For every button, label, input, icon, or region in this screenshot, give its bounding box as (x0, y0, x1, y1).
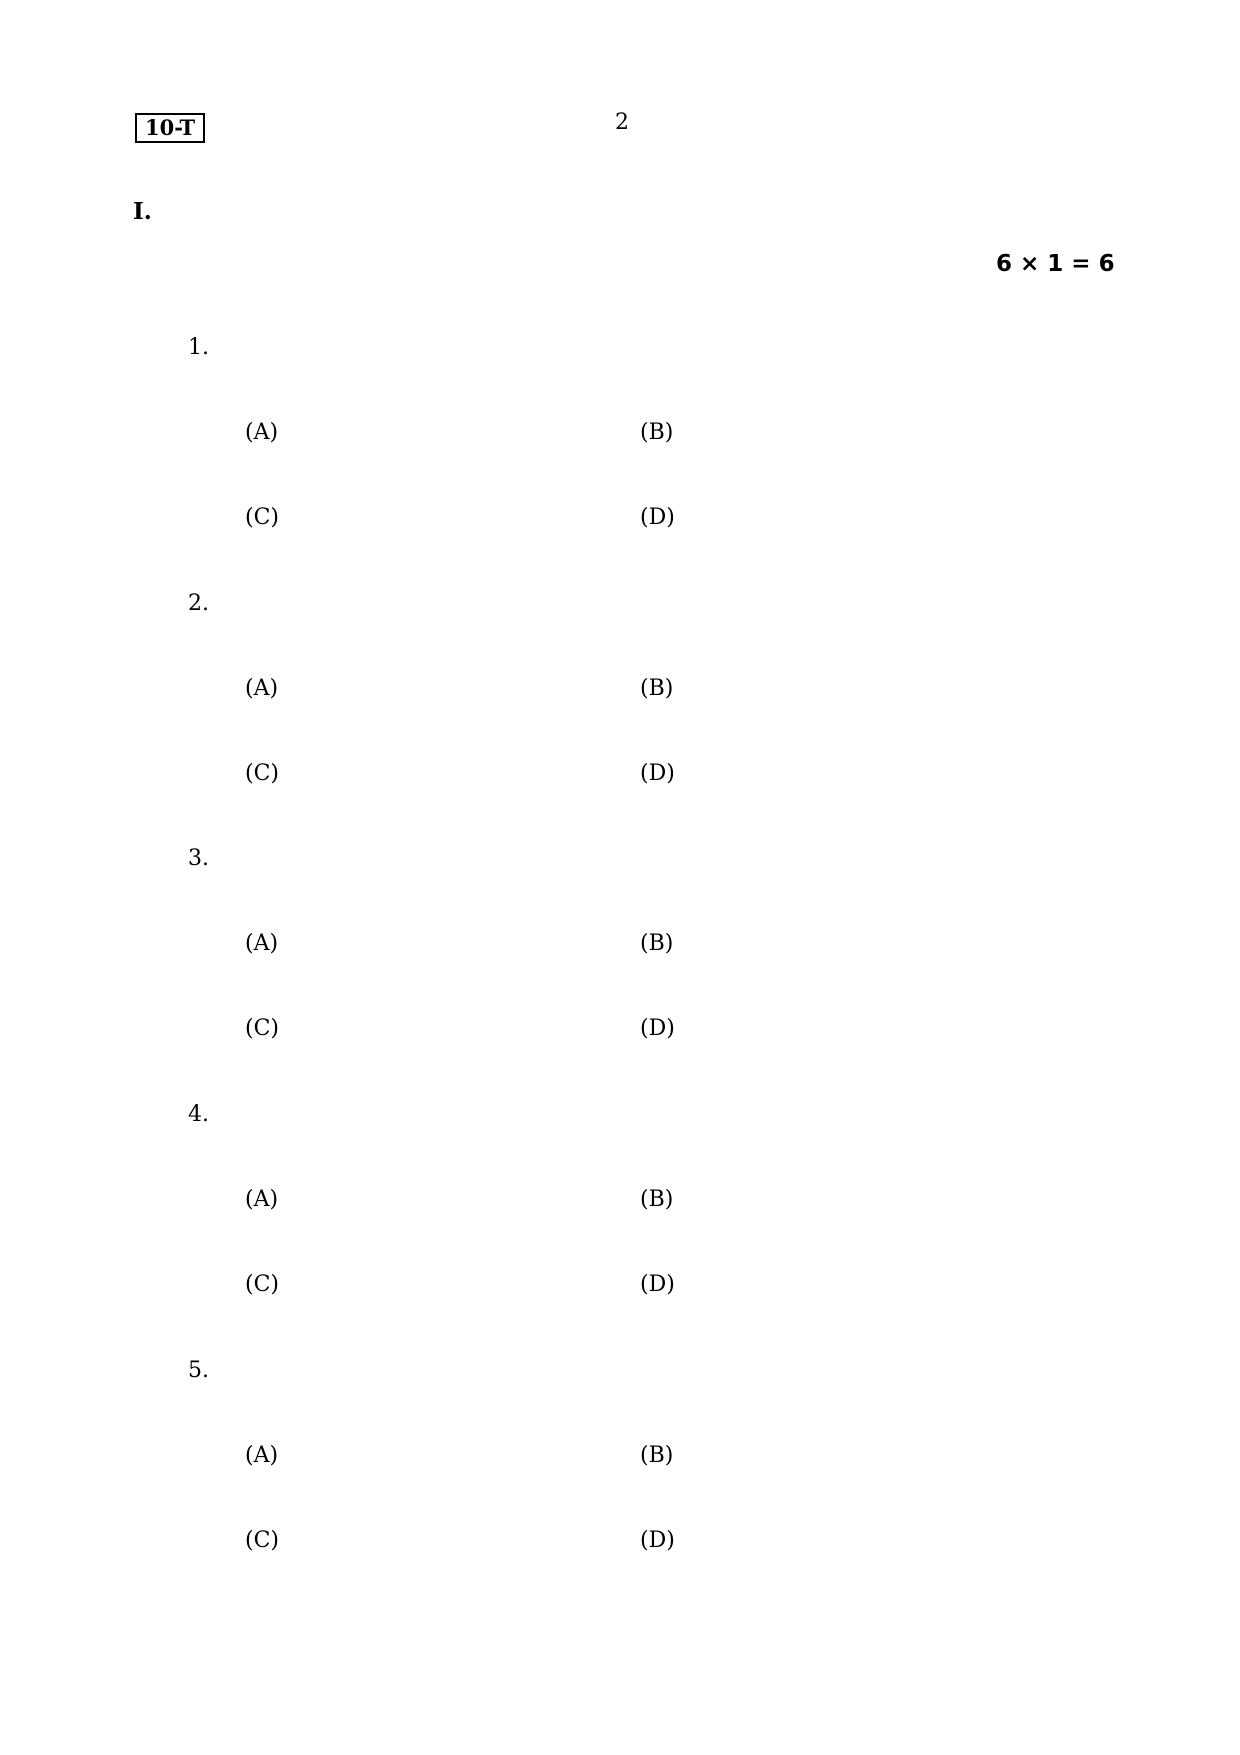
option-label: (D) (640, 1016, 675, 1041)
option-label: (B) (640, 931, 674, 956)
option-label: (C) (245, 1016, 279, 1041)
section-numeral: I. (133, 198, 152, 225)
option-label: (A) (245, 1443, 279, 1468)
question-number: 5. (188, 1358, 209, 1383)
option-label: (B) (640, 1187, 674, 1212)
option-label: (A) (245, 420, 279, 445)
question-number: 1. (188, 335, 209, 360)
option-label: (A) (245, 931, 279, 956)
option-label: (D) (640, 1272, 675, 1297)
option-label: (C) (245, 1528, 279, 1553)
option-label: (B) (640, 676, 674, 701)
question-number: 2. (188, 591, 209, 616)
option-label: (A) (245, 1187, 279, 1212)
option-label: (C) (245, 505, 279, 530)
paper-code: 10-T (145, 115, 196, 140)
option-label: (D) (640, 761, 675, 786)
option-label: (A) (245, 676, 279, 701)
question-number: 3. (188, 846, 209, 871)
option-label: (D) (640, 505, 675, 530)
option-label: (B) (640, 1443, 674, 1468)
question-number: 4. (188, 1102, 209, 1127)
section-marks: 6 × 1 = 6 (996, 251, 1115, 277)
option-label: (B) (640, 420, 674, 445)
paper-code-box (135, 113, 205, 143)
option-label: (C) (245, 1272, 279, 1297)
page-number: 2 (615, 110, 629, 135)
option-label: (D) (640, 1528, 675, 1553)
option-label: (C) (245, 761, 279, 786)
